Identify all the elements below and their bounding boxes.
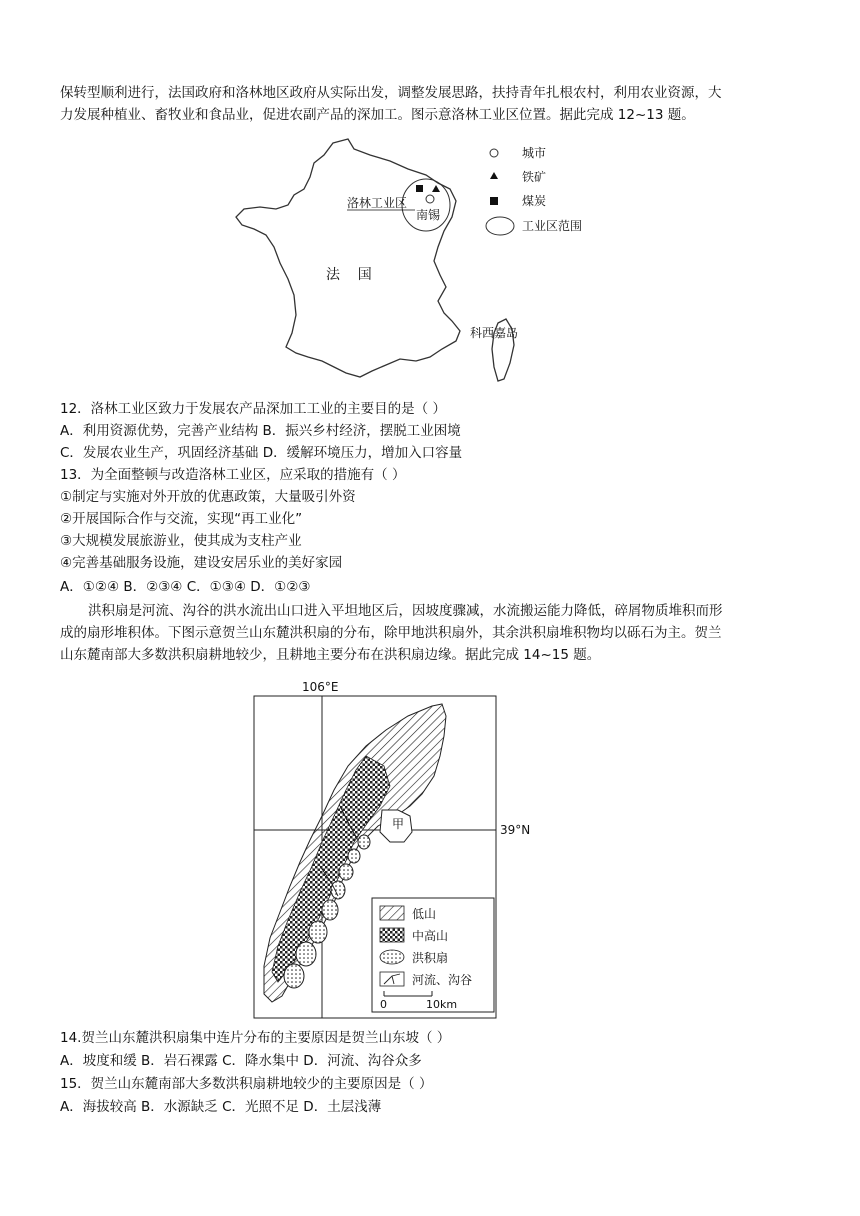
scale-end-label: 10km [426,998,458,1011]
q12-options-row1: A．利用资源优势，完善产业结构 B．振兴乡村经济，摆脱工业困境 [60,423,461,439]
alluvial-fan [339,864,353,880]
legend-iron-label: 铁矿 [522,170,547,184]
place-label-jia: 甲 [392,817,405,831]
passage1-line1: 保转型顺利进行，法国政府和洛林地区政府从实际出发，调整发展思路，扶持青年扎根农村，利用农业资源，大 [60,85,722,101]
legend-alluvial-fan-label: 洪积扇 [412,951,449,965]
passage2-line2: 成的扇形堆积体。下图示意贺兰山东麓洪积扇的分布，除甲地洪积扇外，其余洪积扇堆积物均以砾石为主。贺兰 [60,625,722,641]
france-map [230,135,600,395]
river-icon [380,972,404,986]
longitude-label: 106°E [302,680,339,694]
alluvial-fan [296,942,316,966]
legend-mid-high-mountain-label: 中高山 [412,929,449,943]
passage2-line1: 洪积扇是河流、沟谷的洪水流出山口进入平坦地区后，因坡度骤减，水流搬运能力降低，碎屑物质堆积而形 [88,603,723,619]
iron-marker [432,185,440,192]
q12-stem: 12．洛林工业区致力于发展农产品深加工工业的主要目的是（ ） [60,401,446,417]
legend-city-label: 城市 [522,146,547,160]
legend-coal-label: 煤炭 [522,194,547,208]
triangle-icon [490,172,498,179]
alluvial-fan [284,964,304,988]
ellipse-icon [486,217,514,235]
alluvial-fan [358,835,370,849]
q13-measure-3: ③大规模发展旅游业，使其成为支柱产业 [60,533,302,549]
alluvial-fan [322,900,338,920]
q13-measure-2: ②开展国际合作与交流，实现“再工业化” [60,511,303,527]
industrial-zone-ellipse [402,179,450,231]
island-label: 科西嘉岛 [470,326,519,340]
nancy-city-marker [426,195,434,203]
crosshatch-icon [380,928,404,942]
country-label: 法 国 [326,267,372,283]
square-icon [490,197,498,205]
alluvial-fan [331,881,345,899]
q13-measure-1: ①制定与实施对外开放的优惠政策，大量吸引外资 [60,489,356,505]
legend-zone-label: 工业区范围 [522,219,583,233]
q14-choices: A．坡度和缓 B．岩石裸露 C．降水集中 D．河流、沟谷众多 [60,1053,422,1069]
alluvial-fan [309,921,327,943]
q13-stem: 13．为全面整顿与改造洛林工业区，应采取的措施有（ ） [60,467,406,483]
legend-low-mountain-label: 低山 [412,907,437,921]
alluvial-fan [348,849,360,863]
dots-icon [380,950,404,964]
q14-stem: 14.贺兰山东麓洪积扇集中连片分布的主要原因是贺兰山东坡（ ） [60,1030,451,1046]
scale-zero-label: 0 [380,998,387,1011]
coal-marker [416,185,423,192]
latitude-label: 39°N [500,823,531,837]
passage1-line2: 力发展种植业、畜牧业和食品业，促进农副产品的深加工。图示意洛林工业区位置。据此完成 12~13 题。 [60,107,695,123]
q13-choices: A．①②④ B．②③④ C．①③④ D．①②③ [60,579,311,595]
circle-icon [490,149,498,157]
city-label: 南锡 [416,208,441,222]
q12-options-row2: C．发展农业生产，巩固经济基础 D．缓解环境压力，增加入口容量 [60,445,463,461]
q15-choices: A．海拔较高 B．水源缺乏 C．光照不足 D．土层浅薄 [60,1099,382,1115]
passage2-line3: 山东麓南部大多数洪积扇耕地较少，且耕地主要分布在洪积扇边缘。据此完成 14~15 题。 [60,647,601,663]
region-label: 洛林工业区 [347,196,408,210]
q13-measure-4: ④完善基础服务设施，建设安居乐业的美好家园 [60,555,343,571]
hatch-icon [380,906,404,920]
helan-map [250,676,550,1022]
legend-river-label: 河流、沟谷 [412,973,473,987]
france-outline [236,139,460,377]
q15-stem: 15．贺兰山东麓南部大多数洪积扇耕地较少的主要原因是（ ） [60,1076,433,1092]
